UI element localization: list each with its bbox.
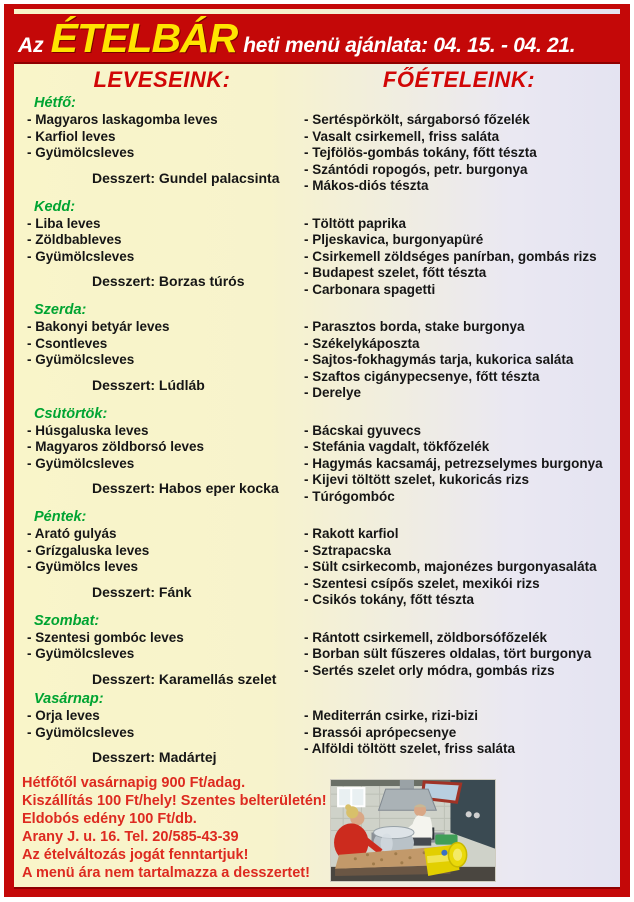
day-name: Szerda: <box>34 302 87 318</box>
day-section-2 <box>20 199 614 299</box>
main-item: - Sztrapacska <box>304 542 392 558</box>
soup-item: - Zöldbableves <box>27 232 122 247</box>
gauge-icon <box>474 812 480 818</box>
bucket-sticker <box>441 850 447 856</box>
mains-column <box>304 199 614 299</box>
footer-line: Eldobós edény 100 Ft/db. <box>22 811 197 827</box>
dessert-line: Desszert: Gundel palacsinta <box>92 169 280 186</box>
column-headers <box>20 67 614 95</box>
main-item: - Tejfölös-gombás tokány, főtt tészta <box>304 145 537 160</box>
mains-header: FŐÉTELEINK: <box>382 67 536 92</box>
soups-header: LEVESEINK: <box>93 67 231 92</box>
mains-column <box>304 691 614 766</box>
soup-item: - Gyümölcsleves <box>27 248 135 264</box>
mains-column <box>304 613 614 688</box>
main-item: - Mediterrán csirke, rizi-bizi <box>304 708 479 723</box>
main-item: - Alföldi töltött szelet, friss saláta <box>304 741 516 756</box>
main-item: - Bácskai gyuvecs <box>304 422 422 438</box>
day-section-3 <box>20 302 614 402</box>
main-item: - Szentesi csípős szelet, mexikói rizs <box>304 575 540 591</box>
footer-info <box>22 774 327 882</box>
main-item: - Sült csirkecomb, majonézes burgonyasaláta <box>304 559 597 574</box>
chef-trousers <box>412 838 431 846</box>
main-item: - Sajtos-fokhagymás tarja, kukorica saláta <box>304 352 574 367</box>
banner-subtitle: heti menü ajánlata: 04. 15. - 04. 21. <box>243 34 576 57</box>
soups-column <box>20 199 304 299</box>
mains-column <box>304 406 614 506</box>
main-item: - Csirkemell zöldséges panírban, gombás rizs <box>304 248 597 264</box>
main-item: - Carbonara spagetti <box>304 281 436 297</box>
main-item: - Csikós tokány, főtt tészta <box>304 592 475 607</box>
dessert-line: Desszert: Karamellás szelet <box>92 670 277 687</box>
day-section-6 <box>20 613 614 688</box>
day-section-7 <box>20 691 614 766</box>
main-item: - Kijevi töltött szelet, kukoricás rizs <box>304 472 530 487</box>
dessert-line: Desszert: Habos eper kocka <box>92 480 279 496</box>
soup-item: - Gyümölcs leves <box>27 559 139 574</box>
soup-item: - Gyümölcsleves <box>27 724 135 740</box>
soup-item: - Liba leves <box>27 215 101 231</box>
woman-hair-bun <box>345 804 351 810</box>
main-item: - Sertéspörkölt, sárgaborsó főzelék <box>304 112 530 127</box>
mains-column <box>304 95 614 195</box>
soup-item: - Szentesi gombóc leves <box>27 629 184 645</box>
steel-pot-rim <box>374 826 414 838</box>
dessert-line: Desszert: Fánk <box>92 583 192 600</box>
hood-chimney <box>400 780 414 790</box>
extractor-hood <box>379 789 437 810</box>
day-name: Kedd: <box>34 198 76 215</box>
main-item: - Stefánia vagdalt, tökfőzelék <box>304 439 490 454</box>
kitchen-photo <box>330 779 496 882</box>
soups-column <box>20 302 304 402</box>
header-banner <box>14 14 620 64</box>
menu-content <box>14 64 620 889</box>
soup-item: - Gyümölcsleves <box>27 646 135 661</box>
footer-line: A menü ára nem tartalmazza a desszertet! <box>22 865 310 881</box>
main-item: - Vasalt csirkemell, friss saláta <box>304 128 500 144</box>
soups-column <box>20 95 304 195</box>
soup-item: - Gyümölcsleves <box>27 145 135 160</box>
main-item: - Szaftos cigánypecsenye, főtt tészta <box>304 368 540 384</box>
main-item: - Budapest szelet, főtt tészta <box>304 265 487 280</box>
soup-item: - Arató gulyás <box>27 526 117 541</box>
footer-line: Hétfőtől vasárnapig 900 Ft/adag. <box>22 775 246 791</box>
main-item: - Túrógombóc <box>304 488 395 504</box>
banner-prefix: Az <box>18 34 44 57</box>
bucket-lid-center <box>453 849 462 861</box>
days-list <box>20 95 614 766</box>
footer <box>22 774 612 882</box>
main-item: - Borban sült fűszeres oldalas, tört burgonya <box>304 646 592 661</box>
dessert-line: Desszert: Madártej <box>92 749 217 765</box>
main-item: - Szántódi ropogós, petr. burgonya <box>304 161 528 177</box>
footer-line: Kiszállítás 100 Ft/hely! Szentes belterületén! <box>22 793 327 809</box>
main-item: - Hagymás kacsamáj, petrezselymes burgonya <box>304 455 603 471</box>
soup-item: - Orja leves <box>27 708 100 723</box>
day-name: Péntek: <box>34 509 87 525</box>
main-item: - Rakott karfiol <box>304 526 399 541</box>
day-section-5 <box>20 509 614 609</box>
soup-item: - Csontleves <box>27 335 108 351</box>
day-name: Szombat: <box>34 612 100 629</box>
soup-item: - Magyaros laskagomba leves <box>27 112 218 127</box>
main-item: - Töltött paprika <box>304 215 406 231</box>
soup-item: - Grízgaluska leves <box>27 542 150 558</box>
soups-column <box>20 509 304 609</box>
soups-column <box>20 691 304 766</box>
day-section-1 <box>20 95 614 195</box>
soup-item: - Karfiol leves <box>27 128 116 144</box>
soup-item: - Gyümölcsleves <box>27 352 135 367</box>
brand-name: ÉTELBÁR <box>50 15 238 61</box>
mains-column <box>304 302 614 402</box>
day-name: Hétfő: <box>34 95 76 111</box>
soups-column <box>20 613 304 688</box>
soup-item: - Húsgaluska leves <box>27 422 149 438</box>
day-section-4 <box>20 406 614 506</box>
footer-line: Az ételváltozás jogát fenntartjuk! <box>22 847 249 863</box>
soup-item: - Magyaros zöldborsó leves <box>27 439 205 454</box>
main-item: - Sertés szelet orly módra, gombás rizs <box>304 662 555 678</box>
main-item: - Rántott csirkemell, zöldborsófőzelék <box>304 629 548 645</box>
soup-item: - Gyümölcsleves <box>27 455 135 471</box>
soup-item: - Bakonyi betyár leves <box>27 319 170 334</box>
dessert-line: Desszert: Borzas túrós <box>92 273 245 289</box>
day-name: Csütörtök: <box>34 405 108 422</box>
main-item: - Pljeskavica, burgonyapüré <box>304 232 484 247</box>
footer-line: Arany J. u. 16. Tel. 20/585-43-39 <box>22 829 239 845</box>
mains-column <box>304 509 614 609</box>
red-frame <box>4 4 630 897</box>
main-item: - Mákos-diós tészta <box>304 178 429 193</box>
gauge-icon <box>466 811 472 817</box>
day-name: Vasárnap: <box>34 691 104 707</box>
main-item: - Parasztos borda, stake burgonya <box>304 319 525 334</box>
main-item: - Derelye <box>304 385 362 400</box>
dessert-line: Desszert: Lúdláb <box>92 376 205 393</box>
soups-column <box>20 406 304 506</box>
main-item: - Brassói aprópecsenye <box>304 724 457 740</box>
main-item: - Székelykáposzta <box>304 335 420 351</box>
